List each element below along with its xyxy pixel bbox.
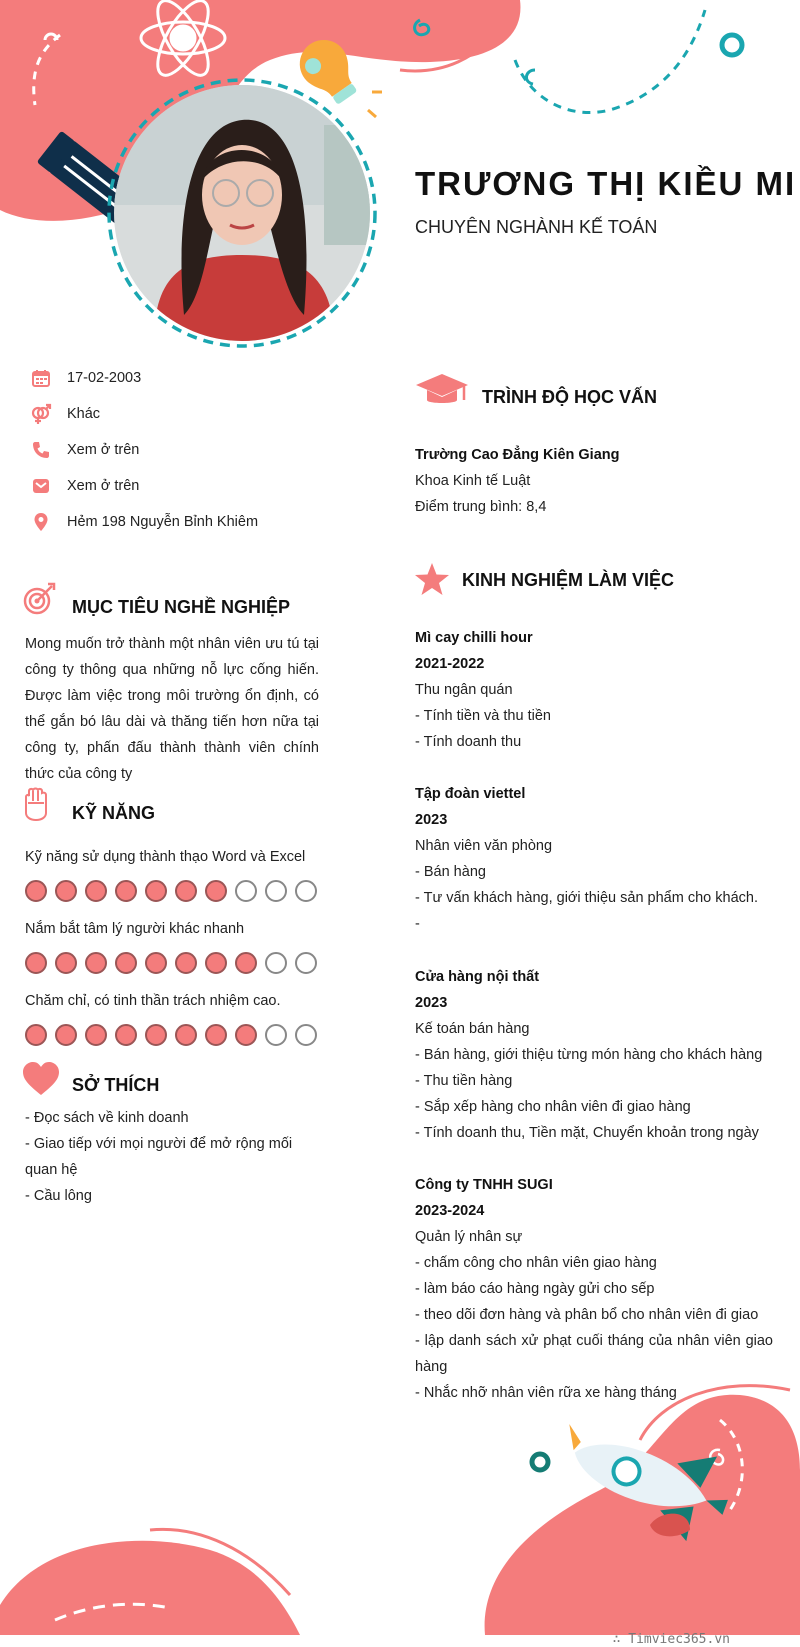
- rating-dot-empty: [265, 880, 287, 902]
- job-block-4: [415, 1172, 773, 1406]
- calendar-icon: [30, 367, 52, 389]
- school-name: Trường Cao Đẳng Kiên Giang: [415, 447, 620, 463]
- job-duty: - Tính doanh thu: [415, 734, 522, 750]
- heart-icon: [22, 1062, 60, 1096]
- email-icon: [30, 475, 52, 497]
- rating-dot-filled: [235, 952, 257, 974]
- profile-photo: [114, 85, 370, 341]
- job-duty: - Sắp xếp hàng cho nhân viên đi giao hàng: [415, 1099, 691, 1115]
- rating-dot-filled: [85, 880, 107, 902]
- target-icon: [22, 580, 58, 616]
- skill-rating-3: [25, 1024, 317, 1046]
- rating-dot-filled: [25, 880, 47, 902]
- rating-dot-filled: [55, 952, 77, 974]
- job-duty: - lập danh sách xử phạt cuối tháng của nhân viên giao hàng: [415, 1333, 773, 1375]
- job-period: 2021-2022: [415, 656, 485, 672]
- phone-icon: [30, 439, 52, 461]
- job-position: Quản lý nhân sự: [415, 1229, 523, 1245]
- rating-dot-filled: [175, 952, 197, 974]
- watermark: ∴ Timviec365.vn: [612, 1632, 730, 1647]
- rating-dot-empty: [265, 1024, 287, 1046]
- job-company: Cửa hàng nội thất: [415, 969, 540, 985]
- rating-dot-filled: [115, 1024, 137, 1046]
- rating-dot-filled: [145, 1024, 167, 1046]
- candidate-role: CHUYÊN NGHÀNH KẾ TOÁN: [415, 217, 658, 237]
- job-position: Thu ngân quán: [415, 682, 513, 698]
- hobby-line-2: - Giao tiếp với mọi người để mở rộng mối quan hệ: [25, 1136, 293, 1178]
- job-block-2: [415, 781, 773, 937]
- rating-dot-filled: [175, 880, 197, 902]
- hobbies-title: SỞ THÍCH: [72, 1075, 160, 1095]
- rating-dot-filled: [25, 952, 47, 974]
- education-title: TRÌNH ĐỘ HỌC VẤN: [482, 387, 657, 407]
- education-block: [415, 442, 773, 520]
- hobby-line-3: - Cầu lông: [25, 1188, 92, 1204]
- rating-dot-filled: [55, 880, 77, 902]
- candidate-name: TRƯƠNG THỊ KIỀU MI: [415, 165, 797, 202]
- objective-title: MỤC TIÊU NGHỀ NGHIỆP: [72, 597, 291, 617]
- job-block-3: [415, 964, 773, 1146]
- rating-dot-filled: [235, 1024, 257, 1046]
- birthday-text: 17-02-2003: [67, 370, 142, 386]
- faculty: Khoa Kinh tế Luật: [415, 473, 531, 489]
- job-duty: - Thu tiền hàng: [415, 1073, 513, 1089]
- job-duty: - làm báo cáo hàng ngày gửi cho sếp: [415, 1281, 655, 1297]
- job-company: Mì cay chilli hour: [415, 630, 533, 646]
- job-duty: - Bán hàng: [415, 864, 486, 880]
- objective-text: Mong muốn trở thành một nhân viên ưu tú tại công ty thông qua những nỗ lực cống hiến. Được làm việc trong môi trường ổn định, có thể gắn bó lâu dài và thăng tiến hơn nữa tại công ty, phấn đấu thành thành viên chính thức của công ty: [25, 636, 319, 782]
- job-period: 2023-2024: [415, 1203, 485, 1219]
- job-duty: - chấm công cho nhân viên giao hàng: [415, 1255, 657, 1271]
- skill-label-1: Kỹ năng sử dụng thành thạo Word và Excel: [25, 849, 306, 865]
- job-duty: - Bán hàng, giới thiệu từng món hàng cho khách hàng: [415, 1047, 763, 1063]
- rating-dot-empty: [265, 952, 287, 974]
- job-duty: - Nhắc nhỡ nhân viên rữa xe hàng tháng: [415, 1385, 677, 1401]
- gpa: Điểm trung bình: 8,4: [415, 499, 547, 515]
- hobby-line-1: - Đọc sách về kinh doanh: [25, 1110, 189, 1126]
- contact-phone: [30, 437, 139, 463]
- skill-rating-1: [25, 880, 317, 902]
- rating-dot-filled: [175, 1024, 197, 1046]
- rating-dot-filled: [115, 952, 137, 974]
- contact-address: [30, 509, 258, 535]
- gender-text: Khác: [67, 406, 101, 422]
- job-duty: -: [415, 916, 420, 932]
- job-duty: - theo dõi đơn hàng và phân bổ cho nhân viên đi giao: [415, 1307, 759, 1323]
- rating-dot-filled: [205, 880, 227, 902]
- footer-decoration: [0, 1380, 800, 1647]
- rating-dot-filled: [205, 952, 227, 974]
- job-duty: - Tính tiền và thu tiền: [415, 708, 551, 724]
- job-period: 2023: [415, 812, 448, 828]
- star-icon: [414, 562, 450, 596]
- rating-dot-empty: [295, 1024, 317, 1046]
- job-company: Công ty TNHH SUGI: [415, 1177, 553, 1193]
- skills-title: KỸ NĂNG: [72, 803, 156, 823]
- job-period: 2023: [415, 995, 448, 1011]
- job-duty: - Tính doanh thu, Tiền mặt, Chuyển khoản trong ngày: [415, 1125, 759, 1141]
- job-company: Tập đoàn viettel: [415, 786, 526, 802]
- rating-dot-filled: [85, 1024, 107, 1046]
- rating-dot-filled: [25, 1024, 47, 1046]
- graduation-cap-icon: [414, 372, 470, 408]
- job-block-1: [415, 625, 773, 755]
- contact-birthday: [30, 365, 141, 391]
- rating-dot-filled: [85, 952, 107, 974]
- skill-label-3: Chăm chỉ, có tinh thần trách nhiệm cao.: [25, 993, 281, 1009]
- job-position: Kế toán bán hàng: [415, 1021, 530, 1037]
- email-text: Xem ở trên: [67, 478, 140, 494]
- rating-dot-filled: [205, 1024, 227, 1046]
- rating-dot-filled: [145, 880, 167, 902]
- skill-label-2: Nắm bắt tâm lý người khác nhanh: [25, 921, 245, 937]
- job-position: Nhân viên văn phòng: [415, 838, 553, 854]
- address-text: Hẻm 198 Nguyễn Bỉnh Khiêm: [67, 514, 259, 530]
- experience-title: KINH NGHIỆM LÀM VIỆC: [462, 570, 675, 590]
- phone-text: Xem ở trên: [67, 442, 140, 458]
- rating-dot-empty: [235, 880, 257, 902]
- rating-dot-empty: [295, 880, 317, 902]
- rating-dot-filled: [145, 952, 167, 974]
- contact-email: [30, 473, 139, 499]
- location-pin-icon: [30, 511, 52, 533]
- gender-icon: [30, 403, 52, 425]
- fist-icon: [22, 787, 50, 821]
- skill-rating-2: [25, 952, 317, 974]
- rating-dot-empty: [295, 952, 317, 974]
- rating-dot-filled: [55, 1024, 77, 1046]
- job-duty: - Tư vấn khách hàng, giới thiệu sản phẩm cho khách.: [415, 890, 758, 906]
- rating-dot-filled: [115, 880, 137, 902]
- contact-gender: [30, 401, 100, 427]
